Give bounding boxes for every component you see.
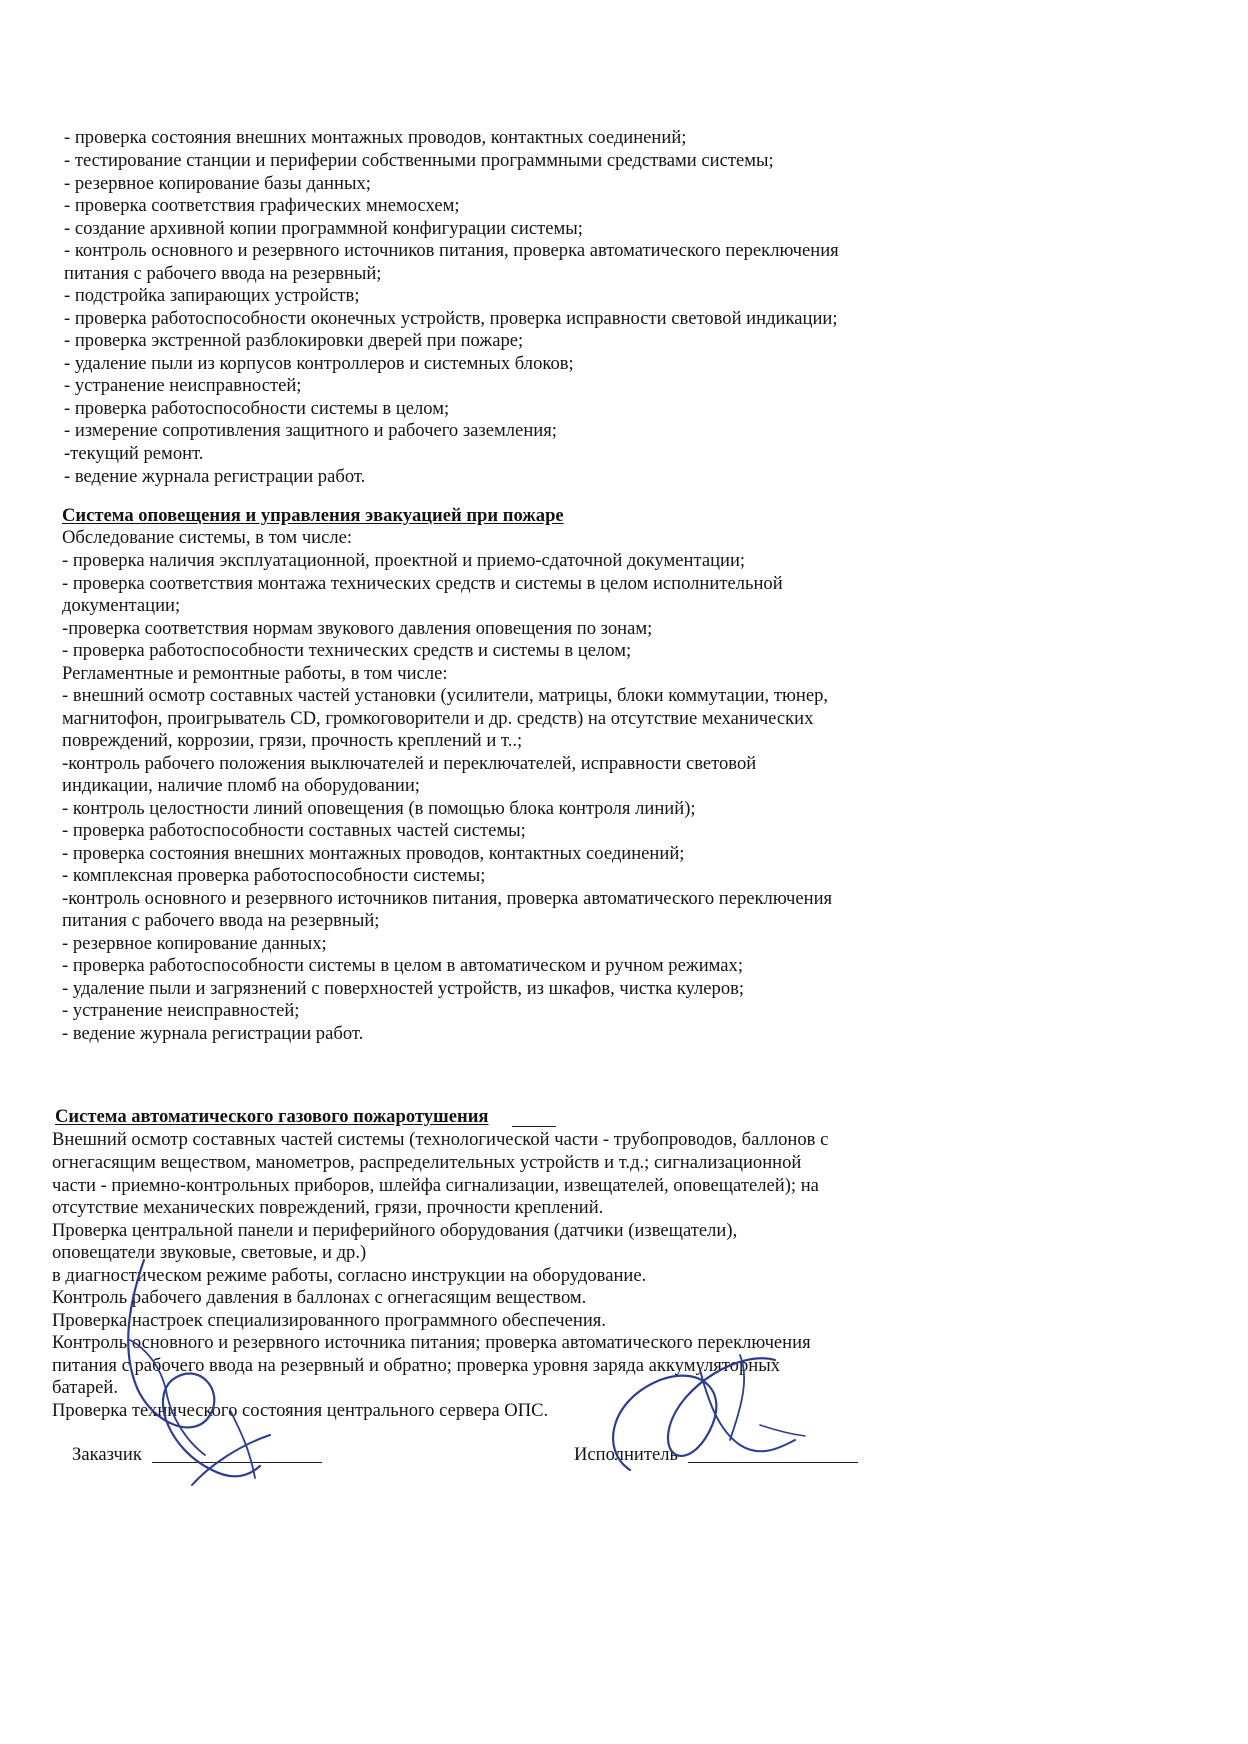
paragraph-line: части - приемно-контрольных приборов, шлейфа сигнализации, извещателей, оповещателей); на — [52, 1175, 819, 1196]
list-item: - проверка состояния внешних монтажных проводов, контактных соединений; — [64, 127, 687, 148]
list-item: - подстройка запирающих устройств; — [64, 285, 360, 306]
paragraph-line: Контроль основного и резервного источника питания; проверка автоматического переключения — [52, 1332, 811, 1353]
list-item: - измерение сопротивления защитного и рабочего заземления; — [64, 420, 557, 441]
list-item: - комплексная проверка работоспособности системы; — [62, 865, 486, 886]
contractor-signature — [590, 1330, 820, 1490]
list-item: - проверка работоспособности оконечных устройств, проверка исправности световой индикации; — [64, 308, 838, 329]
list-item: - проверка работоспособности составных частей системы; — [62, 820, 526, 841]
list-item: - устранение неисправностей; — [64, 375, 302, 396]
section-heading: Система автоматического газового пожаротушения — [55, 1106, 489, 1127]
list-item: -контроль основного и резервного источников питания, проверка автоматического переключения — [62, 888, 833, 909]
list-item: - проверка работоспособности технических средств и системы в целом; — [62, 640, 632, 661]
list-item: - ведение журнала регистрации работ. — [62, 1023, 364, 1044]
paragraph-line: Регламентные и ремонтные работы, в том числе: — [62, 663, 448, 684]
list-item: - удаление пыли из корпусов контроллеров и системных блоков; — [64, 353, 574, 374]
list-item: - ведение журнала регистрации работ. — [64, 466, 366, 487]
list-item: - проверка соответствия монтажа технических средств и системы в целом исполнительной — [62, 573, 783, 594]
paragraph-line: Проверка технического состояния центрального сервера ОПС. — [52, 1400, 549, 1421]
paragraph-line: Внешний осмотр составных частей системы (технологической части - трубопроводов, баллонов с — [52, 1129, 829, 1150]
list-item: - контроль целостности линий оповещения (в помощью блока контроля линий); — [62, 798, 696, 819]
paragraph-line: Проверка настроек специализированного программного обеспечения. — [52, 1310, 606, 1331]
list-item: - тестирование станции и периферии собственными программными средствами системы; — [64, 150, 774, 171]
list-item: - удаление пыли и загрязнений с поверхностей устройств, из шкафов, чистка кулеров; — [62, 978, 745, 999]
paragraph-line: оповещатели звуковые, световые, и др.) — [52, 1242, 367, 1263]
list-item: -контроль рабочего положения выключателей и переключателей, исправности световой — [62, 753, 757, 774]
paragraph-line: огнегасящим веществом, манометров, распределительных устройств и т.д.; сигнализационной — [52, 1152, 802, 1173]
list-item: питания с рабочего ввода на резервный; — [62, 910, 380, 931]
list-item: -проверка соответствия нормам звукового давления оповещения по зонам; — [62, 618, 653, 639]
paragraph-line: отсутствие механических повреждений, грязи, прочности креплений. — [52, 1197, 604, 1218]
paragraph-line: Проверка центральной панели и периферийного оборудования (датчики (извещатели), — [52, 1220, 738, 1241]
list-item: - резервное копирование базы данных; — [64, 173, 371, 194]
list-item: -текущий ремонт. — [64, 443, 204, 464]
paragraph-line: Контроль рабочего давления в баллонах с огнегасящим веществом. — [52, 1287, 587, 1308]
list-item: - устранение неисправностей; — [62, 1000, 300, 1021]
heading-underline-tail — [512, 1126, 556, 1127]
list-item: магнитофон, проигрыватель CD, громкоговорители и др. средств) на отсутствие механических — [62, 708, 814, 729]
paragraph-line: Обследование системы, в том числе: — [62, 527, 353, 548]
list-item: - проверка соответствия графических мнемосхем; — [64, 195, 460, 216]
list-item: - проверка наличия эксплуатационной, проектной и приемо-сдаточной документации; — [62, 550, 746, 571]
list-item: документации; — [62, 595, 181, 616]
list-item: - контроль основного и резервного источников питания, проверка автоматического переключения — [64, 240, 839, 261]
paragraph-line: батарей. — [52, 1377, 118, 1398]
customer-label: Заказчик — [72, 1444, 142, 1465]
list-item: - проверка состояния внешних монтажных проводов, контактных соединений; — [62, 843, 685, 864]
list-item: - проверка экстренной разблокировки дверей при пожаре; — [64, 330, 524, 351]
contractor-label: Исполнитель — [574, 1444, 678, 1465]
customer-signature — [100, 1240, 300, 1500]
section-heading: Система оповещения и управления эвакуацией при пожаре — [62, 505, 564, 526]
list-item: питания с рабочего ввода на резервный; — [64, 263, 382, 284]
list-item: индикации, наличие пломб на оборудовании; — [62, 775, 420, 796]
paragraph-line: в диагностическом режиме работы, согласно инструкции на оборудование. — [52, 1265, 647, 1286]
list-item: - проверка работоспособности системы в целом; — [64, 398, 450, 419]
list-item: - проверка работоспособности системы в целом в автоматическом и ручном режимах; — [62, 955, 744, 976]
list-item: - создание архивной копии программной конфигурации системы; — [64, 218, 583, 239]
paragraph-line: питания с рабочего ввода на резервный и обратно; проверка уровня заряда аккумуляторных — [52, 1355, 781, 1376]
list-item: - внешний осмотр составных частей установки (усилители, матрицы, блоки коммутации, тюнер, — [62, 685, 829, 706]
list-item: - резервное копирование данных; — [62, 933, 327, 954]
list-item: повреждений, коррозии, грязи, прочность креплений и т..; — [62, 730, 523, 751]
